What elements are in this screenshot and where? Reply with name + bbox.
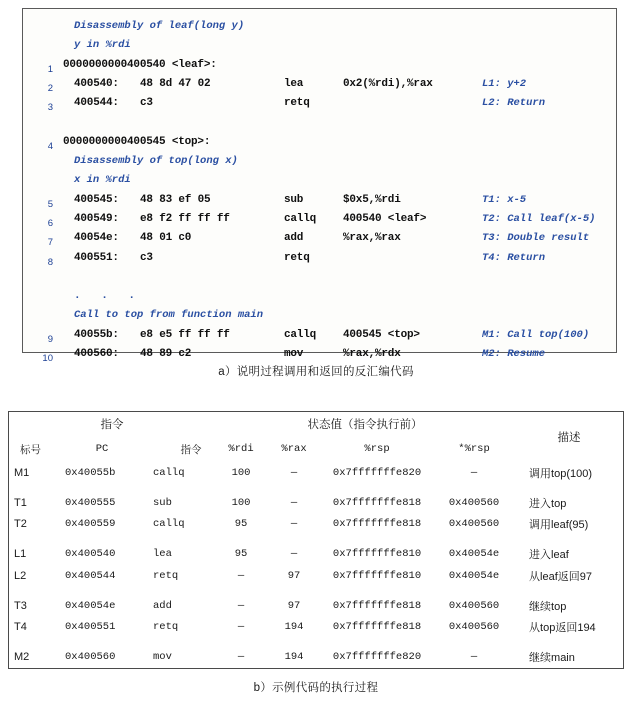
row-srsp: 0x400560 (448, 518, 500, 531)
code-line-number: 7 (47, 237, 53, 249)
table-spacer-cell (215, 638, 267, 647)
code-annotation: L2: Return (482, 97, 546, 110)
row-pc: 0x40054e (65, 599, 116, 612)
row-srsp: 0x40054e (448, 548, 500, 561)
code-instruction-line (23, 229, 616, 248)
table-spacer-cell (139, 535, 215, 544)
code-annotation: M2: Resume (482, 348, 546, 361)
table-spacer-cell (139, 483, 215, 492)
code-function-symbol: 0000000000400545 <top>: (63, 135, 211, 148)
row-rsp: 0x7fffffffe810 (332, 569, 422, 582)
row-description: 继续top (529, 600, 567, 613)
column-header-rsp: %rsp (364, 443, 390, 455)
code-instruction-line (23, 191, 616, 210)
table-spacer-cell (267, 535, 321, 544)
row-rax: 194 (284, 651, 304, 664)
table-spacer-cell (321, 638, 433, 647)
code-machine-bytes: c3 (140, 251, 153, 264)
row-rsp: 0x7fffffffe818 (332, 621, 422, 634)
code-machine-bytes: 48 01 c0 (140, 232, 192, 245)
code-line-number: 3 (47, 102, 53, 114)
table-spacer-cell (515, 483, 623, 492)
row-rsp: 0x7fffffffe810 (332, 548, 422, 561)
code-function-label-line (23, 133, 616, 152)
row-pc: 0x40055b (65, 466, 116, 479)
row-rax: — (290, 548, 298, 561)
code-mnemonic: sub (284, 193, 304, 206)
code-annotation: T4: Return (482, 251, 546, 264)
table-row (9, 492, 623, 513)
row-rsp: 0x7fffffffe818 (332, 496, 422, 509)
row-rdi: — (237, 651, 245, 664)
row-pc: 0x400560 (65, 651, 116, 664)
code-mnemonic: callq (284, 328, 317, 341)
code-comment-text: x in %rdi (74, 174, 131, 187)
code-address: 400551: (74, 251, 119, 264)
code-address: 40054e: (74, 232, 119, 245)
table-spacer-cell (9, 483, 47, 492)
code-machine-bytes: 48 83 ef 05 (140, 193, 211, 206)
table-spacer-cell (215, 586, 267, 595)
code-function-symbol: 0000000000400540 <leaf>: (63, 58, 217, 71)
row-instruction: callq (153, 466, 185, 479)
row-rdi: — (237, 569, 245, 582)
row-pc: 0x400544 (65, 569, 116, 582)
table-spacer-cell (9, 638, 47, 647)
code-address: 400544: (74, 97, 119, 110)
code-annotation: T2: Call leaf(x-5) (482, 212, 596, 225)
row-description: 调用top(100) (529, 467, 593, 480)
table-group-spacer (9, 638, 623, 647)
row-rax: 97 (287, 569, 301, 582)
column-header-label: 标号 (20, 444, 41, 457)
row-label: L2 (14, 569, 27, 582)
table-spacer-cell (433, 535, 515, 544)
table-group-header-row (9, 412, 623, 436)
row-srsp: 0x400560 (448, 621, 500, 634)
column-header-srsp: *%rsp (458, 443, 490, 455)
table-spacer-cell (515, 638, 623, 647)
code-instruction-line (23, 75, 616, 94)
column-header-rax: %rax (281, 443, 307, 455)
code-comment-line (23, 36, 616, 55)
row-label: T3 (14, 599, 27, 612)
code-mnemonic: retq (284, 97, 310, 110)
code-instruction-line (23, 94, 616, 113)
row-instruction: retq (153, 569, 179, 582)
row-description: 从leaf返回97 (529, 570, 593, 583)
code-line-number: 8 (47, 256, 53, 268)
row-rax: — (290, 518, 298, 531)
code-operands: %rax,%rdx (343, 348, 401, 361)
figure-b-caption: b）示例代码的执行过程 (253, 682, 379, 694)
table-group-spacer (9, 535, 623, 544)
table-spacer-cell (267, 586, 321, 595)
table-spacer-cell (215, 535, 267, 544)
code-comment-text: y in %rdi (74, 39, 131, 52)
table-spacer-cell (47, 586, 139, 595)
code-comment-line (23, 306, 616, 325)
code-annotation: M1: Call top(100) (482, 328, 590, 341)
row-rax: — (290, 496, 298, 509)
table-row (9, 565, 623, 586)
table-spacer-cell (433, 586, 515, 595)
table-spacer-cell (433, 638, 515, 647)
row-srsp: 0x400560 (448, 496, 500, 509)
table-spacer-cell (139, 638, 215, 647)
table-spacer-cell (267, 483, 321, 492)
disassembly-code-box (22, 8, 617, 365)
table-spacer-cell (139, 586, 215, 595)
code-operands: %rax,%rax (343, 232, 401, 245)
code-listing (23, 17, 616, 364)
row-rax: 194 (284, 621, 304, 634)
code-mnemonic: retq (284, 251, 310, 264)
row-rdi: — (237, 621, 245, 634)
table-spacer-cell (515, 586, 623, 595)
code-comment-text: Disassembly of leaf(long y) (74, 20, 245, 32)
row-rax: — (290, 466, 298, 479)
code-line-number: 5 (47, 198, 53, 210)
row-label: M2 (14, 651, 30, 664)
table-spacer-cell (321, 535, 433, 544)
code-operands: 400540 <leaf> (343, 212, 427, 225)
row-rdi: — (237, 599, 245, 612)
table-spacer-cell (321, 483, 433, 492)
row-srsp: 0x40054e (448, 569, 500, 582)
code-instruction-line (23, 249, 616, 268)
group-header-description: 描述 (557, 432, 581, 444)
row-rsp: 0x7fffffffe820 (332, 466, 422, 479)
table-group-spacer (9, 483, 623, 492)
table-row (9, 647, 623, 668)
row-srsp: — (470, 651, 478, 664)
code-machine-bytes: e8 e5 ff ff ff (140, 328, 230, 341)
execution-trace-table-box (8, 411, 624, 669)
code-mnemonic: mov (284, 348, 304, 361)
table-spacer-cell (9, 586, 47, 595)
row-instruction: sub (153, 496, 172, 509)
row-rdi: 95 (234, 548, 248, 561)
row-srsp: 0x400560 (448, 599, 500, 612)
row-label: L1 (14, 548, 27, 561)
code-comment-line (23, 171, 616, 190)
column-header-instruction: 指令 (180, 444, 202, 457)
code-instruction-line (23, 210, 616, 229)
code-line-number: 4 (47, 140, 53, 152)
row-rdi: 100 (231, 466, 251, 479)
column-header-rdi: %rdi (228, 443, 254, 455)
row-srsp: — (470, 466, 478, 479)
row-instruction: lea (153, 548, 172, 561)
table-body (9, 462, 623, 668)
code-instruction-line (23, 345, 616, 364)
group-header-state: 状态值（指令执行前） (307, 419, 423, 431)
code-annotation: T3: Double result (482, 232, 590, 245)
row-pc: 0x400555 (65, 496, 116, 509)
code-mnemonic: callq (284, 212, 317, 225)
code-blank-line (23, 113, 616, 132)
row-instruction: mov (153, 651, 172, 664)
row-pc: 0x400540 (65, 548, 116, 561)
table-spacer-cell (515, 535, 623, 544)
row-rsp: 0x7fffffffe820 (332, 651, 422, 664)
table-spacer-cell (47, 638, 139, 647)
code-machine-bytes: 48 89 c2 (140, 348, 192, 361)
table-row (9, 616, 623, 637)
table-row (9, 544, 623, 565)
code-line-number: 10 (42, 353, 53, 365)
code-annotation: L1: y+2 (482, 77, 527, 90)
code-blank-line (23, 268, 616, 287)
code-comment-text: Call to top from function main (74, 309, 264, 322)
code-operands: $0x5,%rdi (343, 193, 401, 206)
code-annotation: T1: x-5 (482, 193, 527, 206)
code-address: 400540: (74, 77, 119, 90)
code-ellipsis-line (23, 287, 616, 306)
code-machine-bytes: 48 8d 47 02 (140, 77, 211, 90)
table-spacer-cell (215, 483, 267, 492)
code-operands: 0x2(%rdi),%rax (343, 77, 433, 90)
row-label: T2 (14, 518, 27, 531)
row-label: T1 (14, 496, 27, 509)
group-header-instruction: 指令 (100, 419, 124, 431)
row-rsp: 0x7fffffffe818 (332, 518, 422, 531)
code-address: 400549: (74, 212, 119, 225)
table-spacer-cell (9, 535, 47, 544)
table-spacer-cell (321, 586, 433, 595)
code-instruction-line (23, 326, 616, 345)
code-line-number: 2 (47, 82, 53, 94)
code-operands: 400545 <top> (343, 328, 420, 341)
row-instruction: retq (153, 621, 179, 634)
row-description: 进入leaf (529, 549, 569, 562)
table-row (9, 462, 623, 483)
code-mnemonic: add (284, 232, 304, 245)
row-label: T4 (14, 621, 27, 634)
code-comment-line (23, 17, 616, 36)
row-rsp: 0x7fffffffe818 (332, 599, 422, 612)
row-rdi: 100 (231, 496, 251, 509)
row-description: 进入top (529, 497, 567, 510)
column-header-pc: PC (95, 443, 109, 455)
row-description: 从top返回194 (529, 622, 596, 635)
code-mnemonic: lea (284, 77, 304, 90)
table-group-spacer (9, 586, 623, 595)
row-pc: 0x400559 (65, 518, 116, 531)
row-description: 继续main (529, 652, 575, 665)
code-address: 400560: (74, 348, 119, 361)
table-spacer-cell (47, 483, 139, 492)
row-rax: 97 (287, 599, 301, 612)
code-comment-text: Disassembly of top(long x) (74, 155, 238, 168)
execution-trace-table (9, 412, 623, 668)
code-address: 40055b: (74, 328, 119, 341)
table-row (9, 595, 623, 616)
table-spacer-cell (433, 483, 515, 492)
row-description: 调用leaf(95) (529, 519, 589, 532)
code-line-number: 9 (47, 333, 53, 345)
code-machine-bytes: c3 (140, 97, 153, 110)
row-rdi: 95 (234, 518, 248, 531)
code-line-number: 6 (47, 217, 53, 229)
figure-a-caption: a）说明过程调用和返回的反汇编代码 (218, 366, 414, 378)
code-function-label-line (23, 56, 616, 75)
row-pc: 0x400551 (65, 621, 116, 634)
row-label: M1 (14, 466, 30, 479)
code-comment-line (23, 152, 616, 171)
table-spacer-cell (267, 638, 321, 647)
table-spacer-cell (47, 535, 139, 544)
table-row (9, 513, 623, 534)
code-address: 400545: (74, 193, 119, 206)
code-machine-bytes: e8 f2 ff ff ff (140, 212, 230, 225)
code-line-number: 1 (47, 63, 53, 75)
row-instruction: callq (153, 518, 185, 531)
row-instruction: add (153, 599, 172, 612)
code-ellipsis-text: . . . (74, 290, 143, 303)
